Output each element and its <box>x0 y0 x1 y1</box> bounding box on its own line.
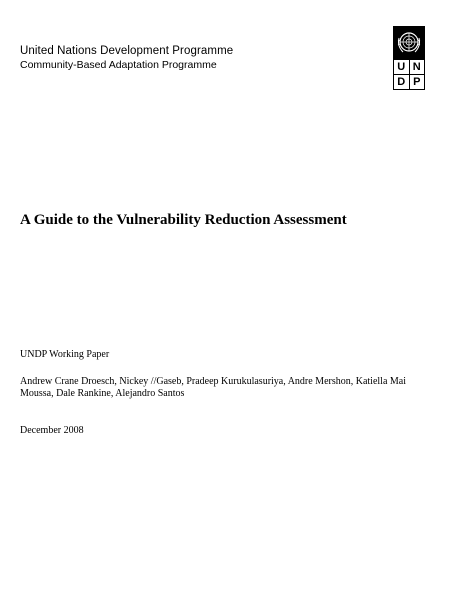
document-title: A Guide to the Vulnerability Reduction Assessment <box>20 212 347 228</box>
programme-name: Community-Based Adaptation Programme <box>20 59 217 71</box>
logo-letter-p: P <box>410 75 425 89</box>
organization-name: United Nations Development Programme <box>20 45 234 57</box>
logo-letter-d: D <box>394 75 409 89</box>
un-emblem-icon <box>394 28 424 58</box>
authors-line: Moussa, Dale Rankine, Alejandro Santos <box>20 388 185 399</box>
series-label: UNDP Working Paper <box>20 349 110 360</box>
undp-letters <box>394 60 424 89</box>
undp-logo <box>393 26 425 90</box>
logo-letter-u: U <box>394 60 409 74</box>
logo-letter-n: N <box>410 60 425 74</box>
authors-list <box>20 376 440 400</box>
authors-line: Andrew Crane Droesch, Nickey //Gaseb, Pradeep Kurukulasuriya, Andre Mershon, Katiella Mai <box>20 376 406 387</box>
publication-date: December 2008 <box>20 425 84 436</box>
